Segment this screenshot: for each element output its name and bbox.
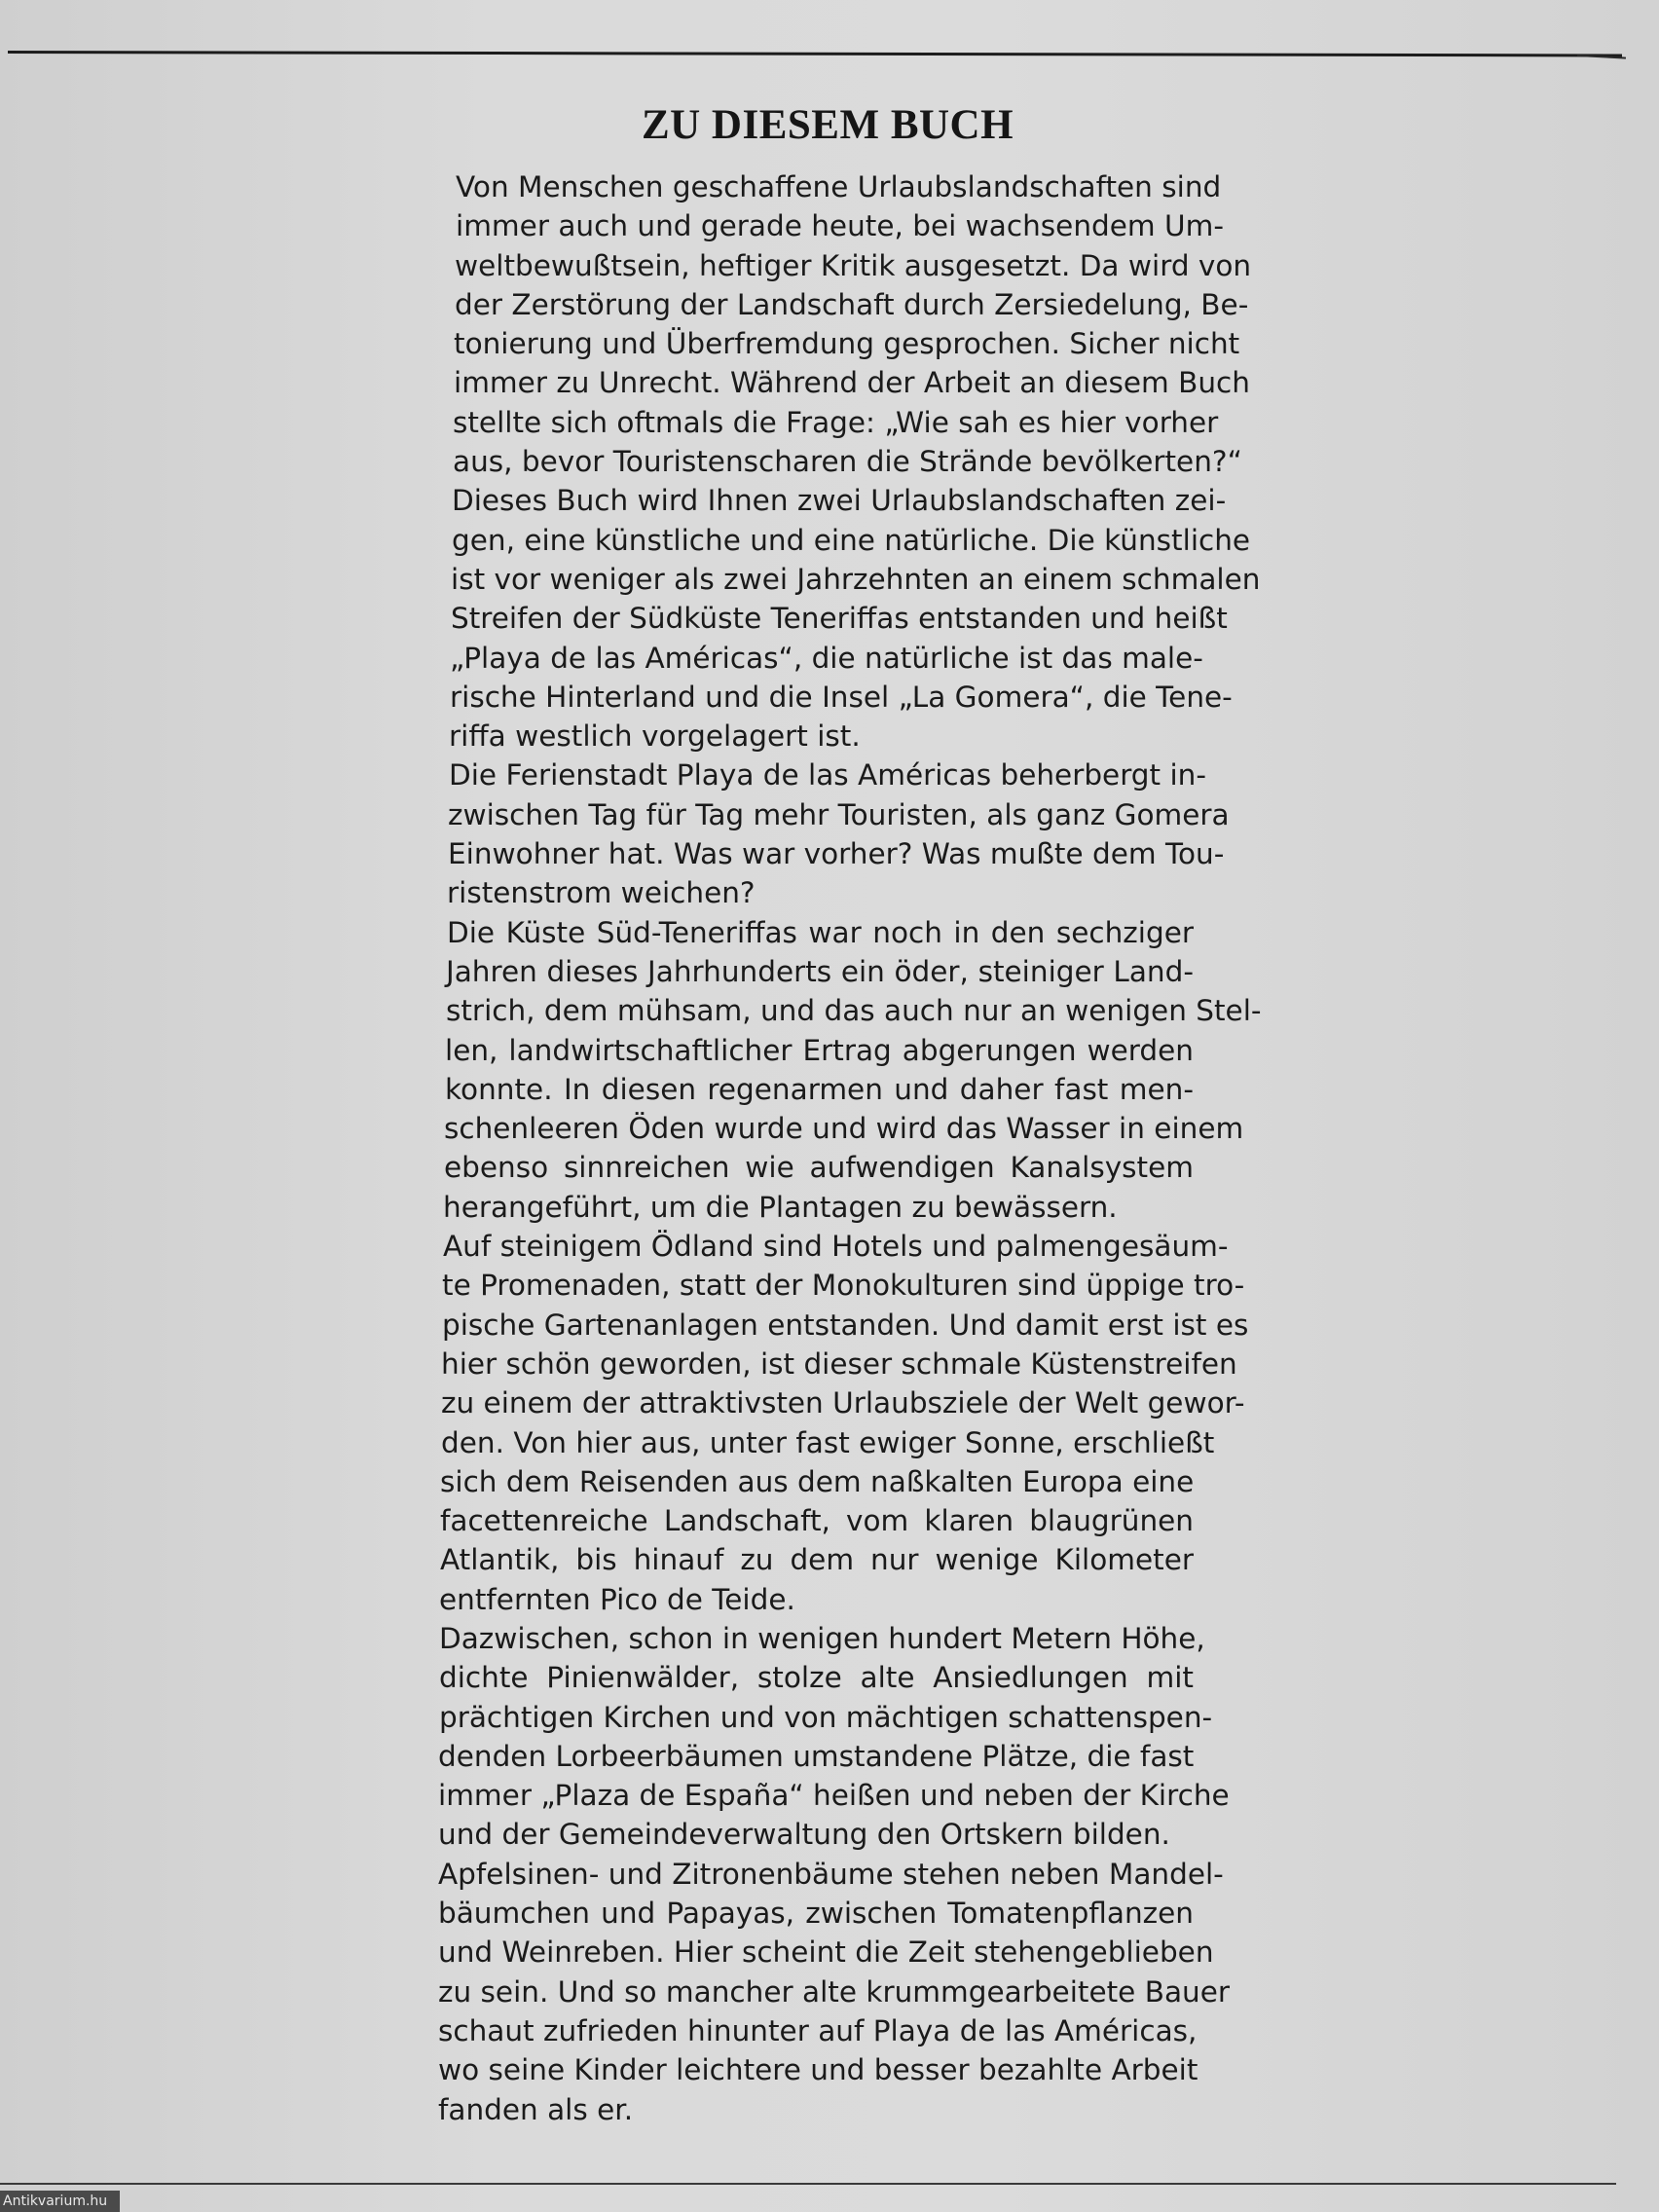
- text-line: der Zerstörung der Landschaft durch Zersiedelung, Be-: [455, 287, 1249, 321]
- top-rule: [8, 51, 1622, 56]
- text-line: fanden als er.: [438, 2092, 634, 2126]
- text-line: len, landwirtschaftlicher Ertrag abgerungen werden: [445, 1033, 1194, 1067]
- text-line: Jahren dieses Jahrhunderts ein öder, steiniger Land-: [446, 954, 1194, 988]
- text-line: ist vor weniger als zwei Jahrzehnten an einem schmalen: [451, 562, 1261, 596]
- text-line: aus, bevor Touristenscharen die Strände bevölkerten?“: [453, 445, 1242, 479]
- text-line: rische Hinterland und die Insel „La Gomera“, die Tene-: [450, 680, 1233, 714]
- text-line: facettenreiche Landschaft, vom klaren blaugrünen: [440, 1504, 1194, 1538]
- text-line: Einwohner hat. Was war vorher? Was mußte dem Tou-: [448, 837, 1225, 871]
- text-line: Streifen der Südküste Teneriffas entstanden und heißt: [451, 602, 1228, 636]
- text-line: riffa westlich vorgelagert ist.: [449, 719, 861, 754]
- text-line: zu sein. Und so mancher alte krummgearbeitete Bauer: [438, 1974, 1230, 2009]
- text-line: prächtigen Kirchen und von mächtigen schattenspen-: [439, 1700, 1213, 1734]
- text-line: tonierung und Überfremdung gesprochen. Sicher nicht: [454, 327, 1240, 361]
- bottom-rule: [0, 2183, 1616, 2185]
- text-line: Apfelsinen- und Zitronenbäume stehen neben Mandel-: [438, 1857, 1224, 1891]
- text-line: zwischen Tag für Tag mehr Touristen, als ganz Gomera: [448, 797, 1230, 831]
- text-line: Dieses Buch wird Ihnen zwei Urlaubslandschaften zei-: [452, 484, 1227, 518]
- text-line: Die Ferienstadt Playa de las Américas beherbergt in-: [449, 758, 1207, 793]
- text-line: Von Menschen geschaffene Urlaubslandschaften sind: [456, 170, 1222, 203]
- text-line: Die Küste Süd-Teneriffas war noch in den sechziger: [447, 915, 1194, 949]
- text-line: ristenstrom weichen?: [447, 876, 756, 910]
- text-line: „Playa de las Américas“, die natürliche ist das male-: [450, 641, 1203, 675]
- text-line: den. Von hier aus, unter fast ewiger Sonne, erschließt: [441, 1425, 1215, 1459]
- text-line: hier schön geworden, ist dieser schmale Küstenstreifen: [441, 1346, 1237, 1381]
- text-line: entfernten Pico de Teide.: [439, 1582, 795, 1616]
- text-line: und der Gemeindeverwaltung den Ortskern bilden.: [438, 1818, 1170, 1852]
- text-line: immer auch und gerade heute, bei wachsendem Um-: [456, 209, 1224, 243]
- text-line: konnte. In diesen regenarmen und daher fast men-: [445, 1072, 1194, 1106]
- page-title: ZU DIESEM BUCH: [641, 102, 1014, 148]
- text-line: denden Lorbeerbäumen umstandene Plätze, die fast: [438, 1739, 1195, 1773]
- text-line: schenleeren Öden wurde und wird das Wasser in einem: [444, 1112, 1244, 1146]
- text-line: te Promenaden, statt der Monokulturen sind üppige tro-: [442, 1269, 1245, 1303]
- text-line: pische Gartenanlagen entstanden. Und damit erst ist es: [442, 1308, 1249, 1342]
- text-line: stellte sich oftmals die Frage: „Wie sah es hier vorher: [453, 405, 1219, 439]
- watermark: Antikvarium.hu: [0, 2191, 120, 2212]
- text-line: sich dem Reisenden aus dem naßkalten Europa eine: [440, 1464, 1195, 1498]
- text-line: Auf steinigem Ödland sind Hotels und palmengesäum-: [443, 1230, 1229, 1264]
- text-line: strich, dem mühsam, und das auch nur an wenigen Stel-: [446, 994, 1262, 1028]
- body-text: [438, 167, 1262, 2129]
- text-line: immer „Plaza de España“ heißen und neben der Kirche: [438, 1779, 1230, 1813]
- text-line: Atlantik, bis hinauf zu dem nur wenige Kilometer: [440, 1543, 1194, 1577]
- text-line: dichte Pinienwälder, stolze alte Ansiedlungen mit: [439, 1661, 1194, 1695]
- text-line: und Weinreben. Hier scheint die Zeit stehengeblieben: [438, 1936, 1214, 1970]
- text-line: ebenso sinnreichen wie aufwendigen Kanalsystem: [444, 1151, 1194, 1185]
- text-line: gen, eine künstliche und eine natürliche. Die künstliche: [452, 523, 1251, 557]
- text-line: bäumchen und Papayas, zwischen Tomatenpflanzen: [438, 1897, 1194, 1931]
- text-line: weltbewußtsein, heftiger Kritik ausgesetzt. Da wird von: [455, 248, 1252, 282]
- text-line: schaut zufrieden hinunter auf Playa de las Américas,: [438, 2013, 1198, 2047]
- text-line: zu einem der attraktivsten Urlaubsziele der Welt gewor-: [441, 1386, 1245, 1420]
- text-line: Dazwischen, schon in wenigen hundert Metern Höhe,: [439, 1621, 1205, 1655]
- text-line: wo seine Kinder leichtere und besser bezahlte Arbeit: [438, 2053, 1198, 2087]
- text-line: immer zu Unrecht. Während der Arbeit an diesem Buch: [454, 366, 1250, 400]
- text-line: herangeführt, um die Plantagen zu bewässern.: [443, 1190, 1118, 1224]
